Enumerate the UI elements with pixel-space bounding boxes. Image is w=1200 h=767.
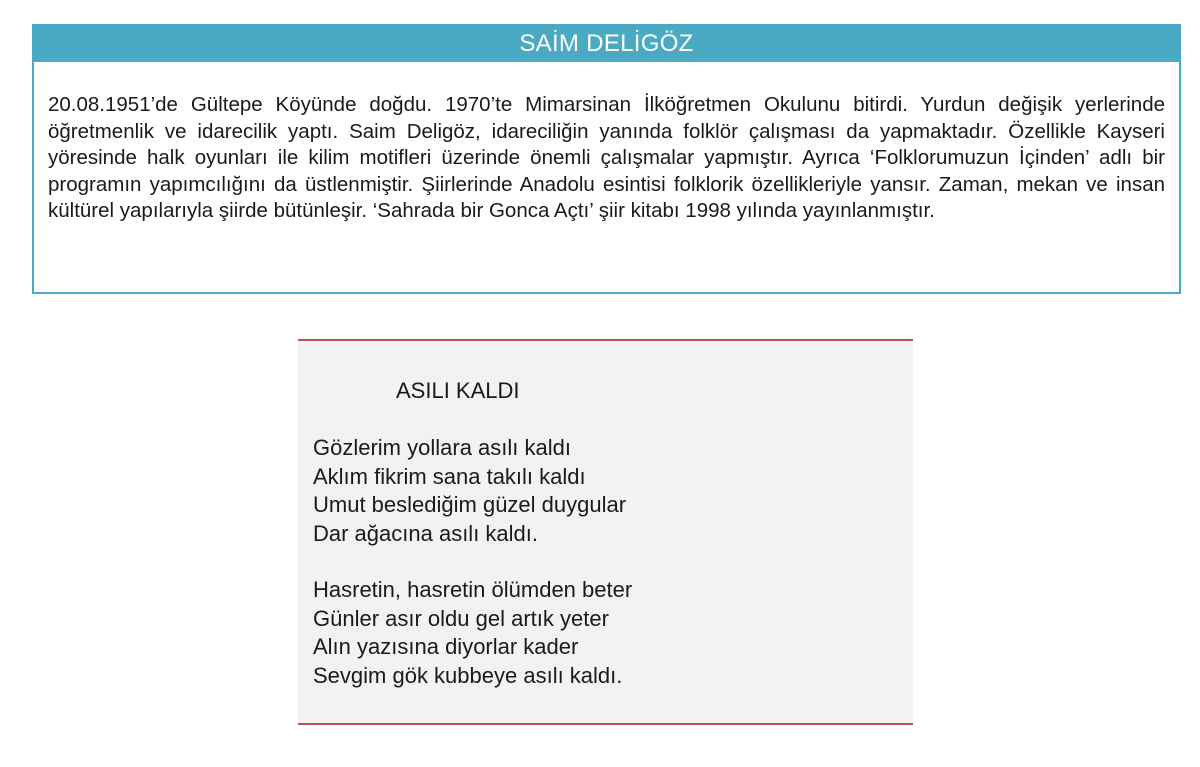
poem-line: Sevgim gök kubbeye asılı kaldı. [313, 662, 623, 688]
poem-line: Gözlerim yollara asılı kaldı [313, 435, 571, 460]
biography-text: 20.08.1951’de Gültepe Köyünde doğdu. 1970’te Mimarsinan İlköğretmen Okulunu bitirdi. Yurdun değişik yerlerinde öğretmenlik ve idarecilik yaptı. Saim Deligöz, idareciliğin yanında folklör çalışması da yapmaktadır. Özellikle Kayseri yöresinde halk oyunları ile kilim motifleri üzerinde önemli çalışmalar yapmıştır. Ayrıca ‘Folklorumuzun İçinden’ adlı bir programın yapımcılığını da üstlenmiştir. Şiirlerinde Anadolu esintisi folklorik özellikleriyle yansır. Zaman, mekan ve insan kültürel yapılarıyla şiirde bütünleşir. ‘Sahrada bir Gonca Açtı’ şiir kitabı 1998 yılında yayınlanmıştır. [48, 93, 1165, 222]
poem-title: ASILI KALDI [396, 378, 520, 403]
poem-stanza-1 [313, 434, 626, 548]
poem-line: Aklım fikrim sana takılı kaldı [313, 463, 586, 489]
poem-line: Günler asır oldu gel artık yeter [313, 605, 609, 631]
poem-line: Hasretin, hasretin ölümden beter [313, 577, 633, 602]
biography-box [32, 24, 1181, 294]
poem-box [298, 339, 913, 725]
poem-stanza-2 [313, 576, 632, 690]
poem-line: Alın yazısına diyorlar kader [313, 634, 579, 659]
poem-line: Umut beslediğim güzel duygular [313, 492, 627, 517]
biography-title: SAİM DELİGÖZ [34, 26, 1179, 62]
poem-line: Dar ağacına asılı kaldı. [313, 520, 539, 546]
